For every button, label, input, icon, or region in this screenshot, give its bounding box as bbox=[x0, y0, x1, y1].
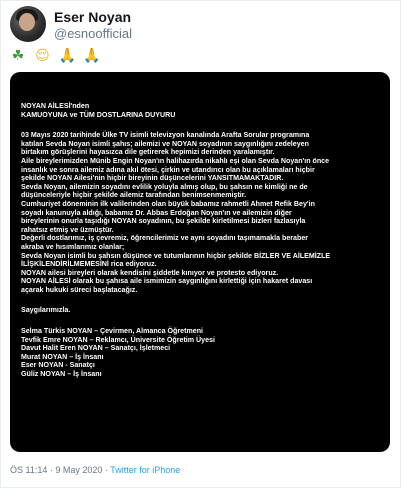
notice-text bbox=[21, 102, 383, 379]
notice-line: Sevda Noyan, ailemizin soyadını evlilik yoluyla almış olup, bu şahsın ne kimliği ne de bbox=[21, 182, 308, 191]
notice-line: insanlık ve sonra ailemiz adına akıl ötesi, çirkin ve utandırıcı olan bu açıklamaları hiçbir bbox=[21, 165, 315, 174]
relieved-face-emoji: 😌 bbox=[35, 48, 52, 64]
notice-line: katılan Sevda Noyan isimli şahıs; ailemizi ve NOYAN soyadının saygınlığını zedeleyen bbox=[21, 139, 309, 148]
notice-line: bireylerinin onurla taşıdığı NOYAN soyadının, bu şekilde kirletilmesi bizleri fazlasıyla bbox=[21, 217, 306, 226]
notice-line: birtakım görüşlerini hayasızca dile getirerek hepimizi derinden yaralamıştır. bbox=[21, 148, 275, 157]
notice-line: Değerli dostlarımız, iş çevremiz, öğrencilerimiz ve aynı soyadını taşımamakla beraber bbox=[21, 234, 309, 243]
notice-line: soyadı kanunuyla aldığı, babamız Dr. Abbas Erdoğan Noyan'ın ve ailemizin diğer bbox=[21, 208, 292, 217]
notice-signature: Tevfik Emre NOYAN – Reklamcı, Üniversite Öğretim Üyesi bbox=[21, 335, 215, 344]
notice-line: Sevda Noyan isimli bu şahsın düşünce ve tutumlarının hiçbir şekilde BİZLER VE AİLEMİZLE bbox=[21, 251, 331, 260]
notice-signature: Selma Türkis NOYAN – Çevirmen, Almanca Öğretmeni bbox=[21, 327, 204, 336]
notice-signature: Davut Halit Eren NOYAN – Sanatçı, İşletmeci bbox=[21, 344, 171, 353]
notice-line: düşünceleriyle hiçbir şekilde ailemiz tarafından benimsenmemiştir. bbox=[21, 191, 247, 200]
shamrock-emoji: ☘ bbox=[11, 48, 27, 64]
notice-line: Aile bireylerimizden Münib Engin Noyan'ın halihazırda nikahlı eşi olan Sevda Noyan'ın önce bbox=[21, 156, 330, 165]
tweet-source-link[interactable]: Twitter for iPhone bbox=[110, 465, 181, 475]
tweet-image-notice[interactable] bbox=[10, 72, 390, 452]
tweet-meta bbox=[10, 465, 180, 475]
notice-line: İLİŞKİLENDİRİLMEMESİNİ rica ediyoruz. bbox=[21, 260, 157, 269]
folded-hands-emoji: 🙏 bbox=[58, 48, 79, 64]
folded-hands-emoji-2: 🙏 bbox=[83, 48, 103, 64]
notice-signature: Güliz NOYAN – İş İnsanı bbox=[21, 370, 102, 379]
notice-line: 03 Mayıs 2020 tarihinde Ülke TV isimli televizyon kanalında Arafta Sorular programına bbox=[21, 131, 310, 140]
notice-heading-1: NOYAN AİLESİ'nden bbox=[21, 102, 90, 110]
author-handle[interactable]: @esnoofficial bbox=[54, 26, 132, 41]
notice-line: rahatsız etmiş ve üzmüştür. bbox=[21, 225, 114, 234]
avatar[interactable] bbox=[10, 6, 46, 42]
tweet-text-emojis bbox=[10, 48, 101, 64]
tweet-header bbox=[10, 6, 390, 42]
notice-closing: Saygılarımızla. bbox=[21, 306, 71, 315]
notice-line: NOYAN AİLESİ olarak bu şahısa aile ismimizin saygınlığını kirlettiği için hakaret davası bbox=[21, 277, 313, 286]
notice-signature: Murat NOYAN – İş İnsanı bbox=[21, 352, 104, 361]
notice-line: akraba ve hısımlarımız olanlar; bbox=[21, 242, 125, 251]
tweet-timestamp[interactable]: ÖS 11:14 · 9 May 2020 · bbox=[10, 465, 111, 475]
notice-line: şekilde NOYAN Ailesi'nin hiçbir bireyinin düşüncelerini YANSITMAMAKTADIR. bbox=[21, 174, 284, 183]
notice-line: açarak hukuki süreci başlatacağız. bbox=[21, 285, 138, 294]
notice-line: Cumhuriyet döneminin ilk valilerinden olan büyük babamız rahmetli Ahmet Refik Bey'in bbox=[21, 199, 315, 208]
notice-line: NOYAN ailesi bireyleri olarak kendisini şiddetle kınıyor ve protesto ediyoruz. bbox=[21, 268, 279, 277]
notice-heading-2: KAMUOYUNA ve TÜM DOSTLARINA DUYURU bbox=[21, 110, 176, 119]
avatar-face bbox=[19, 13, 35, 31]
notice-signature: Eser NOYAN - Sanatçı bbox=[21, 361, 95, 370]
author-name[interactable]: Eser Noyan bbox=[54, 9, 132, 25]
